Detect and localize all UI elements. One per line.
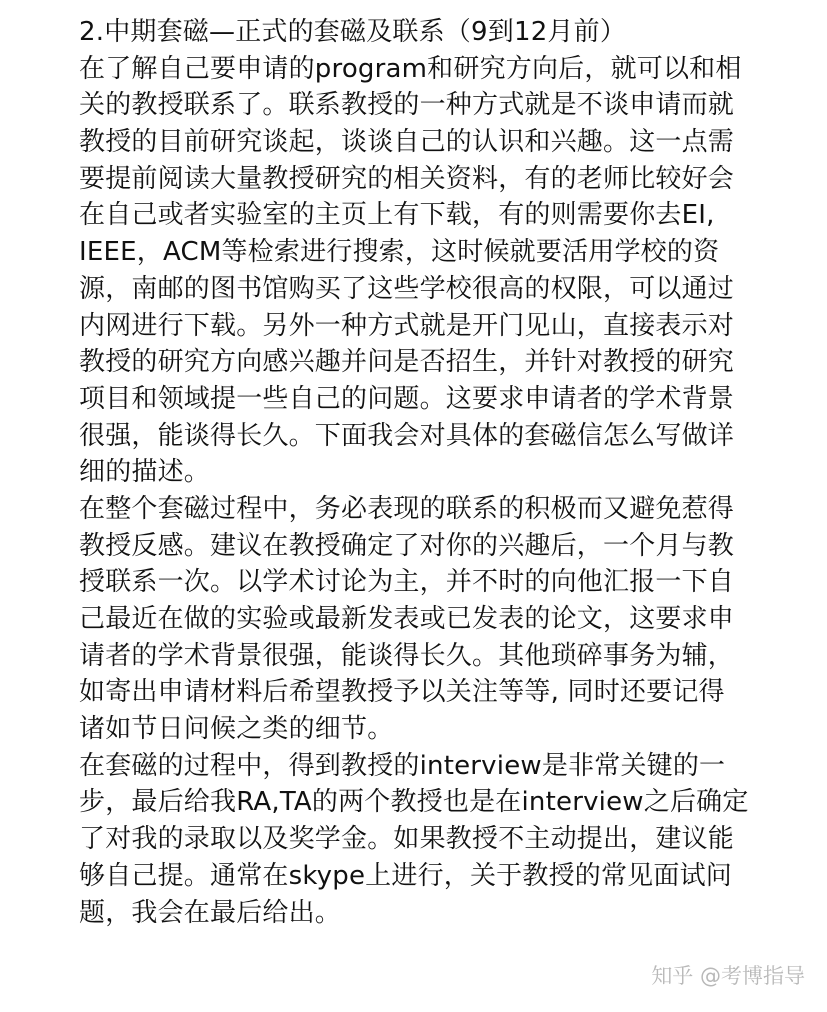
text-line: 在自己或者实验室的主页上有下载，有的则需要你去EI,: [79, 200, 715, 231]
text-line: 源，南邮的图书馆购买了这些学校很高的权限，可以通过: [79, 273, 735, 304]
text-line: 教授的目前研究谈起，谈谈自己的认识和兴趣。这一点需: [79, 127, 735, 158]
zhihu-watermark: 知乎 @考博指导: [651, 964, 805, 988]
text-line: 细的描述。: [79, 457, 211, 488]
text-line: 己最近在做的实验或最新发表或已发表的论文，这要求申: [79, 604, 735, 634]
text-line: 如寄出申请材料后希望教授予以关注等等, 同时还要记得: [79, 677, 725, 708]
text-line: 了对我的录取以及奖学金。如果教授不主动提出，建议能: [79, 824, 735, 855]
text-line: 在了解自己要申请的program和研究方向后，就可以和相: [79, 53, 742, 84]
document-body: [79, 14, 749, 931]
text-line: 在套磁的过程中，得到教授的interview是非常关键的一: [79, 750, 726, 781]
text-line: 很强，能谈得长久。下面我会对具体的套磁信怎么写做详: [79, 420, 735, 451]
text-line: 够自己提。通常在skype上进行，关于教授的常见面试问: [79, 860, 732, 891]
text-line: 请者的学术背景很强，能谈得长久。其他琐碎事务为辅，: [79, 640, 735, 671]
text-line: IEEE，ACM等检索进行搜索，这时候就要活用学校的资: [79, 237, 720, 268]
text-line: 授联系一次。以学术讨论为主，并不时的向他汇报一下自: [79, 567, 735, 598]
section-heading: 2.中期套磁—正式的套磁及联系（9到12月前）: [79, 17, 627, 47]
text-line: 项目和领域提一些自己的问题。这要求申请者的学术背景: [79, 383, 735, 414]
text-line: 步，最后给我RA,TA的两个教授也是在interview之后确定: [79, 787, 749, 818]
text-line: 关的教授联系了。联系教授的一种方式就是不谈申请而就: [79, 90, 735, 121]
text-line: 诸如节日问候之类的细节。: [79, 714, 394, 745]
text-line: 在整个套磁过程中，务必表现的联系的积极而又避免惹得: [79, 493, 735, 524]
text-line: 要提前阅读大量教授研究的相关资料，有的老师比较好会: [79, 163, 735, 194]
text-line: 教授反感。建议在教授确定了对你的兴趣后，一个月与教: [79, 530, 735, 561]
text-line: 题，我会在最后给出。: [79, 897, 342, 928]
text-line: 内网进行下载。另外一种方式就是开门见山，直接表示对: [79, 310, 735, 341]
text-line: 教授的研究方向感兴趣并问是否招生，并针对教授的研究: [79, 347, 735, 378]
